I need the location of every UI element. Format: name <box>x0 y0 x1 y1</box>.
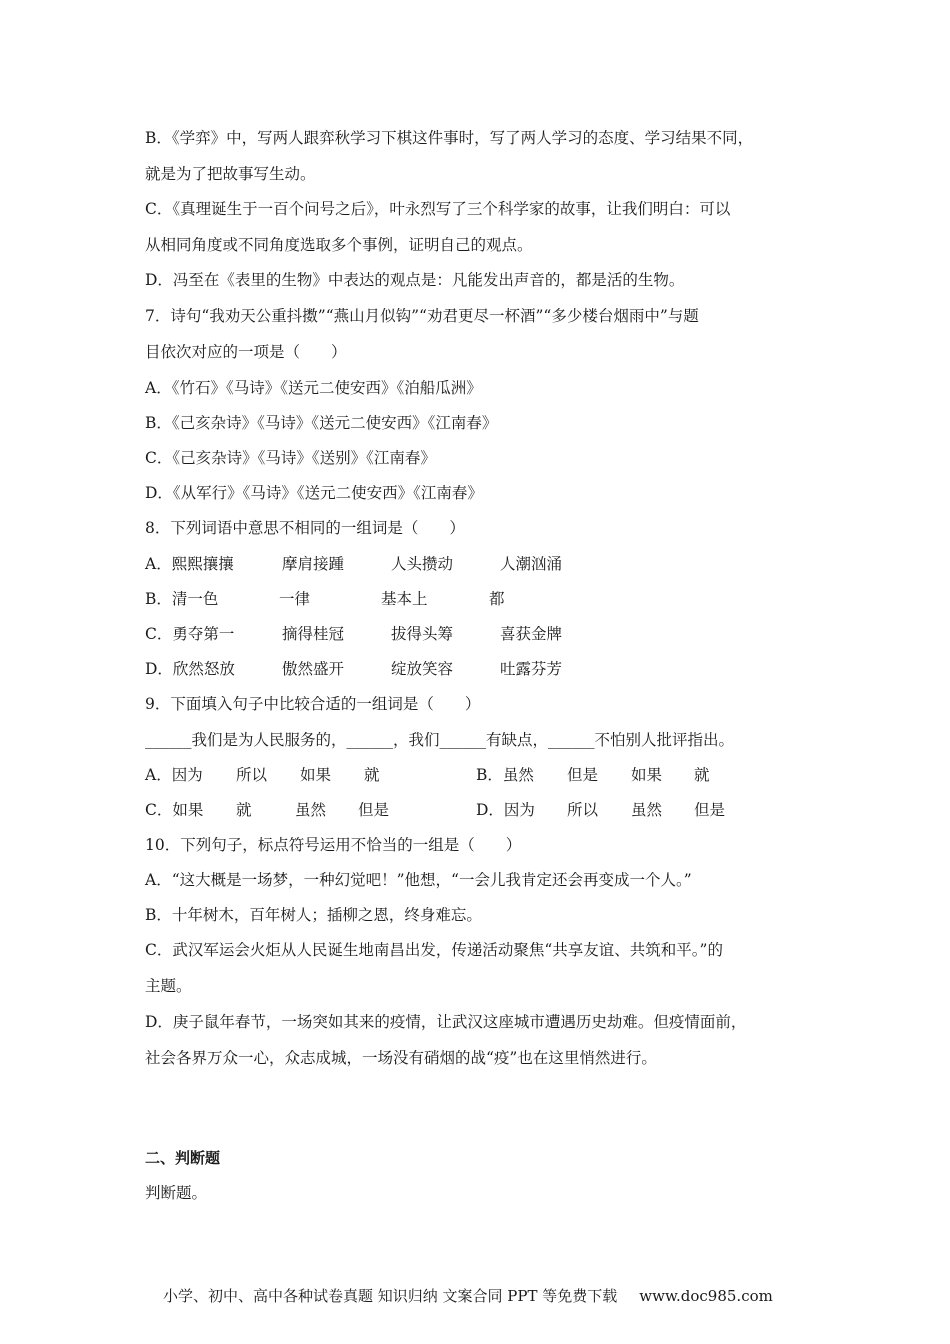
q9-a-word-4: 就 <box>364 766 380 784</box>
q10-option-d-line2: 社会各界万众一心，众志成城，一场没有硝烟的战“疫”也在这里悄然进行。 <box>145 1049 657 1067</box>
q9-b-word-4: 就 <box>694 766 710 784</box>
q6-option-b-line1: B．《学弈》中，写两人跟弈秋学习下棋这件事时，写了两人学习的态度、学习结果不同， <box>145 129 754 147</box>
q10-option-d-line1: D．庚子鼠年春节，一场突如其来的疫情，让武汉这座城市遭遇历史劫难。但疫情面前， <box>145 1013 747 1031</box>
q9-a-word-3: 如果 <box>300 766 332 784</box>
q9-b-word-1: B．虽然 <box>476 766 534 784</box>
q7-option-b: B．《己亥杂诗》《马诗》《送元二使安西》《江南春》 <box>145 414 498 432</box>
q9-b-word-2: 但是 <box>567 766 599 784</box>
q9-a-word-2: 所以 <box>236 766 268 784</box>
q8-a-word-4: 人潮汹涌 <box>500 555 563 573</box>
q10-option-a: A．“这大概是一场梦，一种幻觉吧！”他想，“一会儿我肯定还会再变成一个人。” <box>145 871 692 889</box>
q8-c-word-1: C．勇夺第一 <box>145 625 235 643</box>
q9-d-word-2: 所以 <box>567 801 599 819</box>
q8-b-word-3: 基本上 <box>381 590 428 608</box>
q7-option-d: D．《从军行》《马诗》《送元二使安西》《江南春》 <box>145 484 483 502</box>
q9-a-word-1: A．因为 <box>145 766 203 784</box>
footer-text: 小学、初中、高中各种试卷真题 知识归纳 文案合同 PPT 等免费下载 <box>163 1287 618 1305</box>
footer-url[interactable]: www.doc985.com <box>639 1287 773 1305</box>
section-heading: 二、判断题 <box>145 1149 221 1167</box>
q7-stem-line2: 目依次对应的一项是（ ） <box>145 343 347 361</box>
q9-d-word-1: D．因为 <box>476 801 535 819</box>
q8-c-word-2: 摘得桂冠 <box>282 625 345 643</box>
q9-d-word-3: 虽然 <box>631 801 663 819</box>
q7-option-a: A．《竹石》《马诗》《送元二使安西》《泊船瓜洲》 <box>145 379 482 397</box>
q9-d-word-4: 但是 <box>694 801 726 819</box>
q9-c-word-3: 虽然 <box>295 801 327 819</box>
q7-stem-line1: 7．诗句“我劝天公重抖擞”“燕山月似钩”“劝君更尽一杯酒”“多少楼台烟雨中”与题 <box>145 307 699 325</box>
q6-option-d: D．冯至在《表里的生物》中表达的观点是：凡能发出声音的，都是活的生物。 <box>145 271 685 289</box>
q6-option-c-line2: 从相同角度或不同角度选取多个事例，证明自己的观点。 <box>145 236 533 254</box>
q10-option-c-line2: 主题。 <box>145 977 192 995</box>
q10-option-b: B．十年树木，百年树人；插柳之恩，终身难忘。 <box>145 906 482 924</box>
q8-b-word-4: 都 <box>489 590 505 608</box>
q8-a-word-3: 人头攒动 <box>391 555 454 573</box>
q10-stem: 10．下列句子，标点符号运用不恰当的一组是（ ） <box>145 836 522 854</box>
q8-d-word-2: 傲然盛开 <box>282 660 345 678</box>
q9-c-word-4: 但是 <box>358 801 390 819</box>
q9-b-word-3: 如果 <box>631 766 663 784</box>
q8-c-word-3: 拔得头筹 <box>391 625 454 643</box>
q8-a-word-2: 摩肩接踵 <box>282 555 345 573</box>
q7-option-c: C．《己亥杂诗》《马诗》《送别》《江南春》 <box>145 449 436 467</box>
q6-option-c-line1: C．《真理诞生于一百个问号之后》，叶永烈写了三个科学家的故事，让我们明白：可以 <box>145 200 731 218</box>
q9-sentence: ______我们是为人民服务的，______，我们______有缺点，______不怕别人批评指出。 <box>145 731 735 749</box>
q8-d-word-4: 吐露芬芳 <box>500 660 563 678</box>
q8-stem: 8．下列词语中意思不相同的一组词是（ ） <box>145 519 465 537</box>
q9-stem: 9．下面填入句子中比较合适的一组词是（ ） <box>145 695 481 713</box>
q8-b-word-1: B．清一色 <box>145 590 219 608</box>
section-description: 判断题。 <box>145 1184 208 1202</box>
q8-d-word-3: 绽放笑容 <box>391 660 454 678</box>
q8-c-word-4: 喜获金牌 <box>500 625 563 643</box>
q8-d-word-1: D．欣然怒放 <box>145 660 235 678</box>
q9-c-word-1: C．如果 <box>145 801 204 819</box>
q8-a-word-1: A．熙熙攘攘 <box>145 555 234 573</box>
q10-option-c-line1: C．武汉军运会火炬从人民诞生地南昌出发，传递活动聚焦“共享友谊、共筑和平。”的 <box>145 941 723 959</box>
page-footer <box>163 1285 773 1306</box>
q8-b-word-2: 一律 <box>279 590 311 608</box>
q6-option-b-line2: 就是为了把故事写生动。 <box>145 165 316 183</box>
q9-c-word-2: 就 <box>236 801 252 819</box>
